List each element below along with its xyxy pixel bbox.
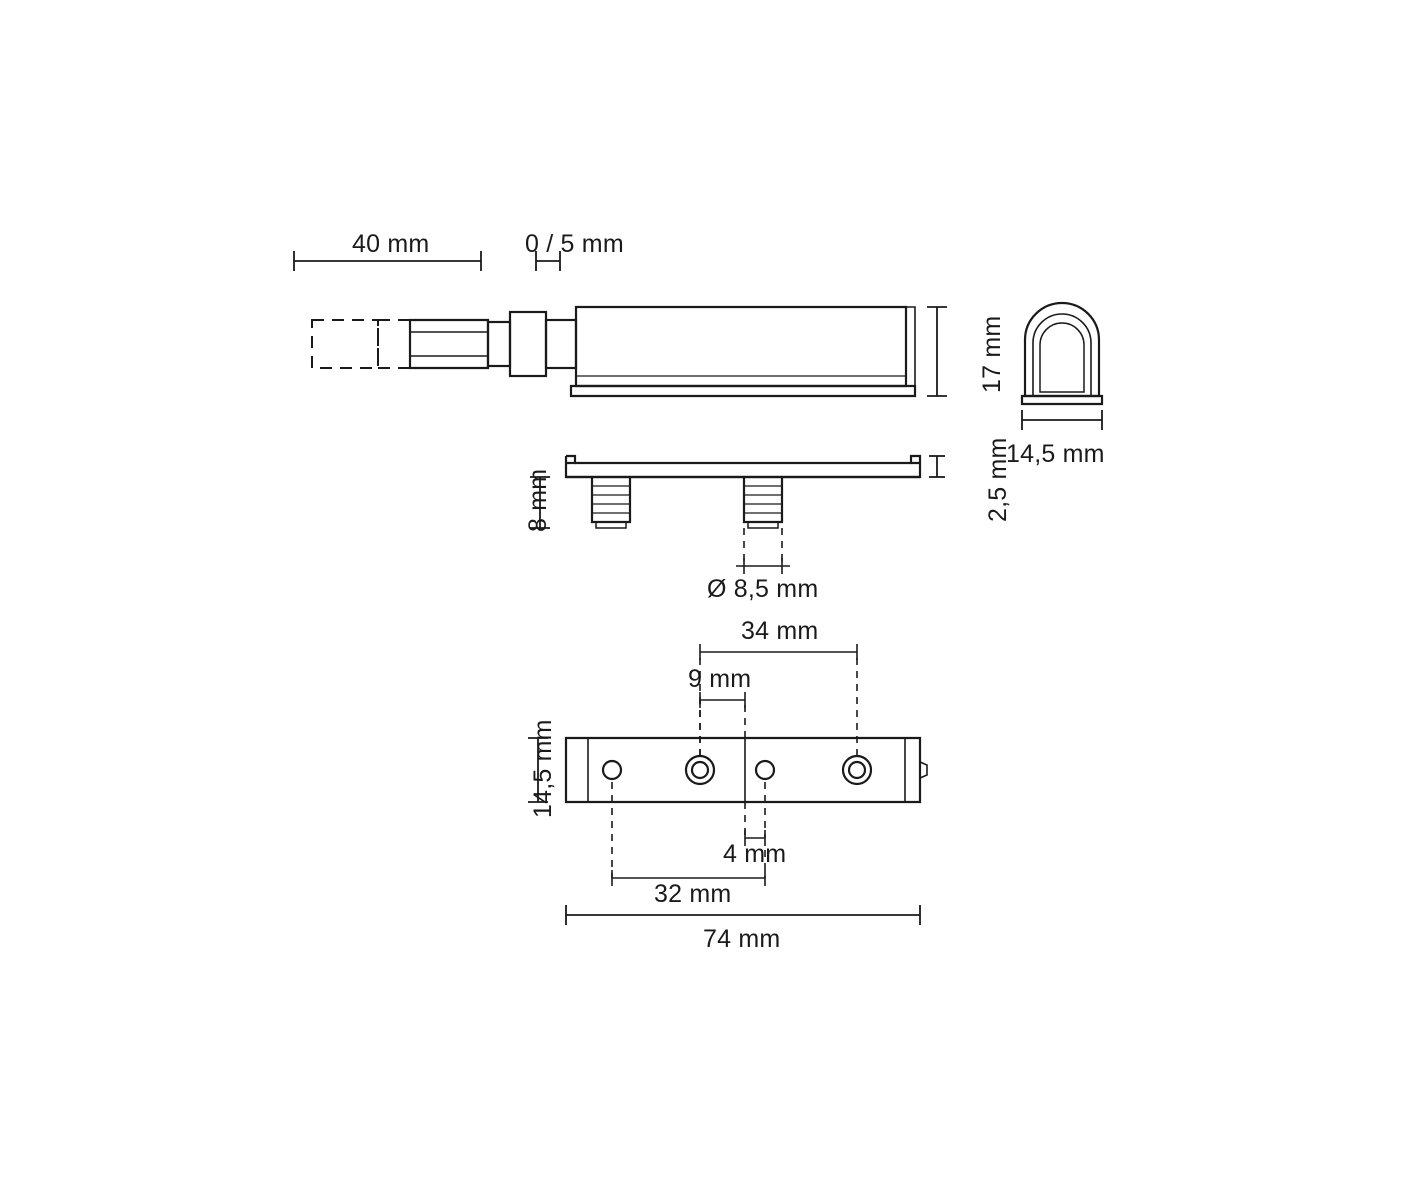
dimension-line-74mm — [566, 905, 920, 925]
dimension-label-8mm: 8 mm — [524, 468, 552, 532]
underside-view — [566, 456, 920, 528]
dimension-line-32mm — [612, 782, 765, 886]
hole-large-left-outer — [686, 756, 714, 784]
dimension-line-14-5mm-profile — [1022, 410, 1102, 430]
dimension-label-74mm: 74 mm — [703, 925, 781, 953]
dimension-line-4mm — [745, 782, 765, 846]
hole-small-right — [756, 761, 774, 779]
threaded-stud-right — [744, 477, 782, 528]
dimension-label-9mm: 9 mm — [688, 665, 752, 693]
end-section-view — [1022, 303, 1102, 404]
dimension-line-9mm — [700, 692, 745, 756]
dimension-label-32mm: 32 mm — [654, 880, 732, 908]
dimension-label-0-5mm: 0 / 5 mm — [525, 230, 624, 258]
dimension-line-17mm — [927, 307, 947, 396]
side-elevation-view — [312, 307, 915, 396]
plan-view — [566, 738, 927, 802]
dimension-label-diameter-8-5mm: Ø 8,5 mm — [707, 575, 819, 603]
dimension-label-2-5mm: 2,5 mm — [984, 437, 1012, 522]
threaded-stud-left — [592, 477, 630, 528]
hole-small-left — [603, 761, 621, 779]
dimension-label-40mm: 40 mm — [352, 230, 430, 258]
dimension-line-2-5mm — [929, 456, 945, 477]
dimension-line-diameter-8-5mm — [736, 528, 790, 574]
dimension-label-14-5mm-profile: 14,5 mm — [1006, 440, 1105, 468]
dimension-label-17mm: 17 mm — [978, 315, 1006, 393]
dimension-label-14-5mm-plate: 14,5 mm — [529, 719, 557, 818]
dimension-label-4mm: 4 mm — [723, 840, 787, 868]
hole-large-left-inner — [692, 762, 708, 778]
hole-large-right-inner — [849, 762, 865, 778]
hole-large-right-outer — [843, 756, 871, 784]
dimension-label-34mm: 34 mm — [741, 617, 819, 645]
